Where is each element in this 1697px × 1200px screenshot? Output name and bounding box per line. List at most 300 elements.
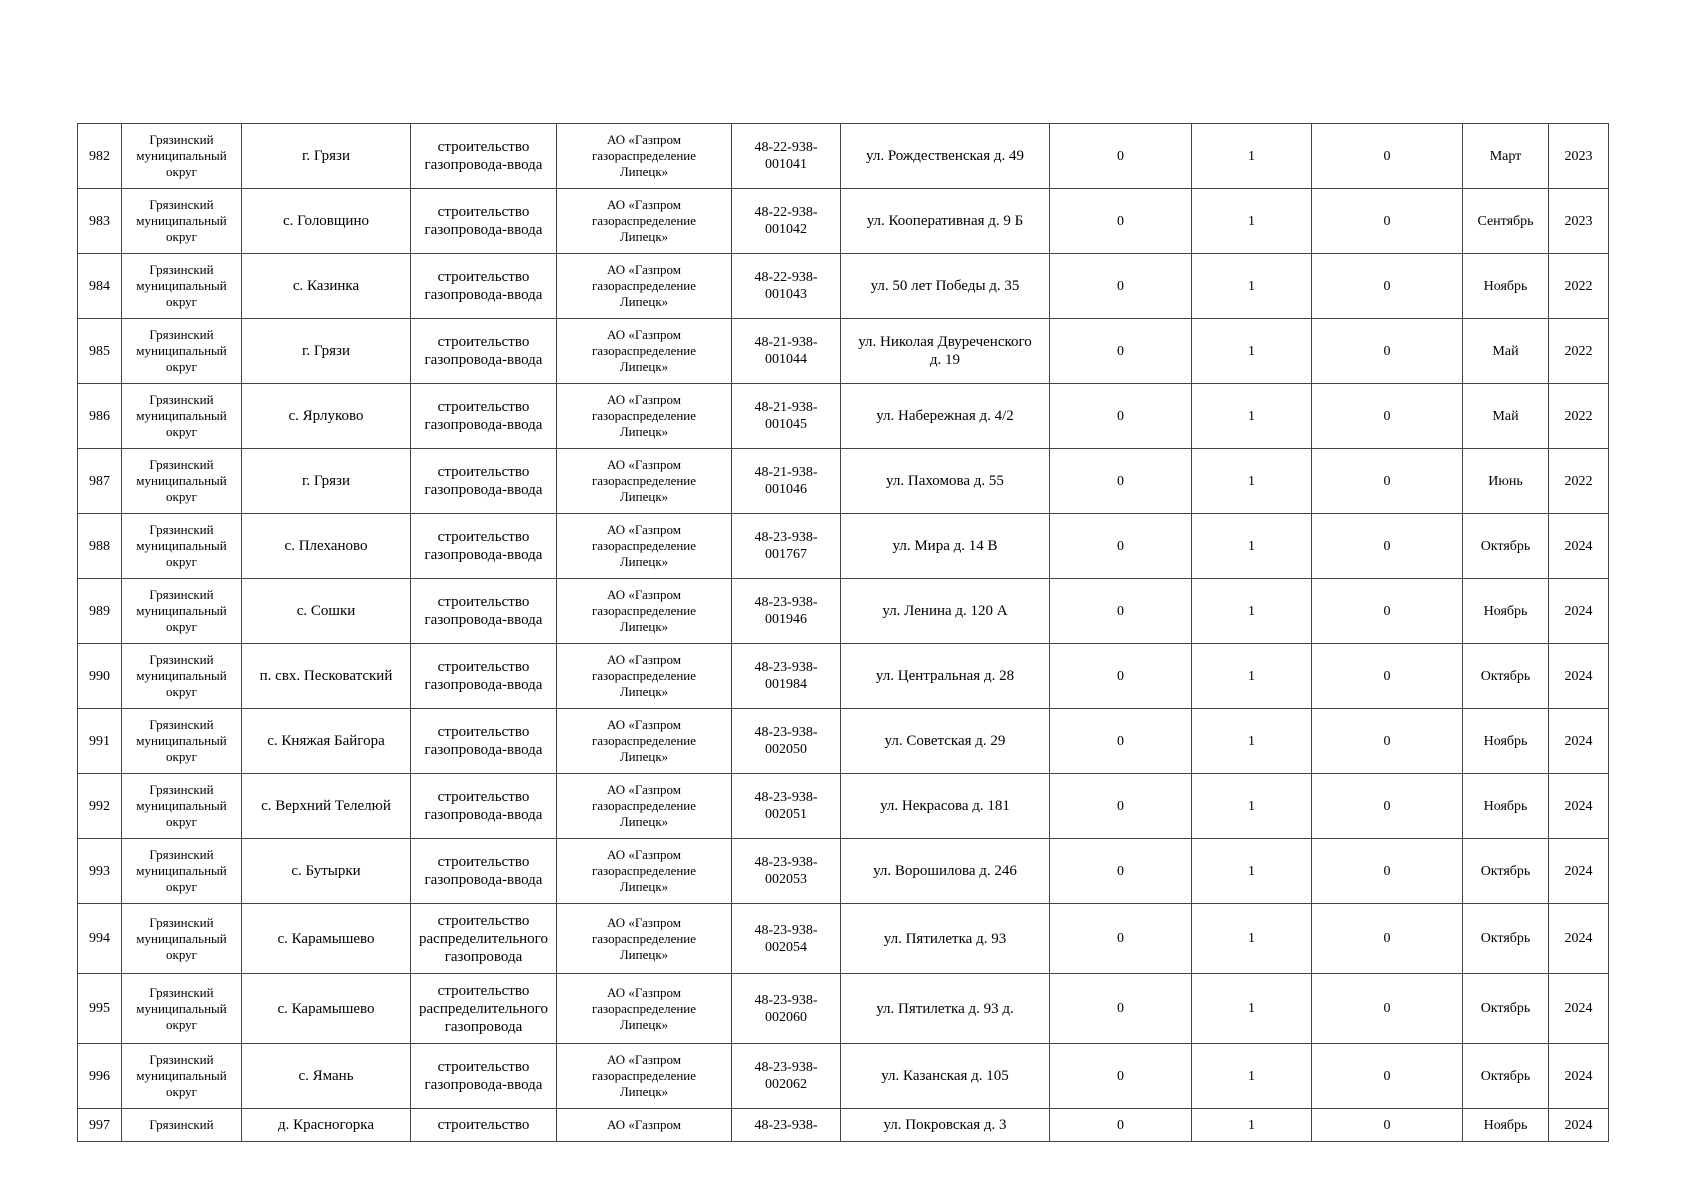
organization-line: Липецк» (619, 489, 669, 504)
work-type-line: распределительного (419, 1000, 548, 1017)
address-line: ул. Рождественская д. 49 (866, 148, 1024, 164)
table-row (78, 644, 1609, 709)
organization-line: газораспределение (591, 473, 697, 488)
work-type-cell (411, 774, 557, 839)
count-col-1-cell: 0 (1050, 974, 1192, 1044)
district-line: Грязинский (149, 587, 214, 602)
year-cell: 2024 (1549, 904, 1609, 974)
organization-line: газораспределение (591, 408, 697, 423)
address-line: ул. Некрасова д. 181 (880, 798, 1010, 814)
organization-line: Липецк» (619, 619, 669, 634)
organization-cell (557, 449, 732, 514)
object-code-line: 48-23-938- (754, 530, 818, 545)
count-col-1-cell: 0 (1050, 384, 1192, 449)
year-cell: 2024 (1549, 579, 1609, 644)
district-line: округ (166, 814, 197, 829)
count-col-2-cell: 1 (1192, 709, 1312, 774)
organization-line: Липецк» (619, 749, 669, 764)
object-code-cell (732, 579, 841, 644)
address-line: ул. Советская д. 29 (884, 733, 1006, 749)
organization-line: АО «Газпром (607, 197, 681, 212)
address-line: ул. Кооперативная д. 9 Б (866, 213, 1024, 229)
object-code-line: 001046 (765, 482, 807, 497)
settlement-cell: с. Карамышево (242, 974, 411, 1044)
work-type-cell (411, 319, 557, 384)
work-type-cell (411, 124, 557, 189)
count-col-1-cell: 0 (1050, 774, 1192, 839)
year-cell: 2024 (1549, 774, 1609, 839)
work-type-line: газопровода-ввода (424, 287, 543, 303)
work-type-cell (411, 1109, 557, 1142)
organization-line: газораспределение (591, 278, 697, 293)
organization-line: Липецк» (619, 946, 669, 962)
count-col-2-cell: 1 (1192, 384, 1312, 449)
count-col-1-cell: 0 (1050, 1044, 1192, 1109)
organization-cell (557, 644, 732, 709)
work-type-line: строительство (437, 334, 530, 350)
object-code-line: 48-21-938- (754, 400, 818, 415)
work-type-line: газопровода-ввода (424, 677, 543, 693)
settlement-cell: с. Карамышево (242, 904, 411, 974)
district-line: Грязинский (149, 327, 214, 342)
work-type-cell (411, 254, 557, 319)
month-cell: Ноябрь (1463, 1109, 1549, 1142)
district-line: Грязинский (149, 914, 214, 930)
district-line: округ (166, 619, 197, 634)
count-col-1-cell: 0 (1050, 904, 1192, 974)
object-code-line: 48-23-938- (754, 595, 818, 610)
address-cell (841, 709, 1050, 774)
count-col-2-cell: 1 (1192, 1109, 1312, 1142)
address-cell (841, 449, 1050, 514)
object-code-line: 48-21-938- (754, 335, 818, 350)
object-code-cell (732, 254, 841, 319)
organization-line: газораспределение (591, 1000, 697, 1016)
work-type-cell (411, 839, 557, 904)
count-col-3-cell: 0 (1312, 644, 1463, 709)
organization-line: АО «Газпром (607, 457, 681, 472)
organization-line: Липецк» (619, 1016, 669, 1032)
district-cell (122, 514, 242, 579)
row-number-cell: 994 (78, 904, 122, 974)
organization-cell (557, 319, 732, 384)
count-col-3-cell: 0 (1312, 839, 1463, 904)
month-cell: Июнь (1463, 449, 1549, 514)
organization-line: АО «Газпром (607, 847, 681, 862)
settlement-cell: с. Княжая Байгора (242, 709, 411, 774)
district-line: округ (166, 749, 197, 764)
count-col-2-cell: 1 (1192, 839, 1312, 904)
district-line: округ (166, 1016, 197, 1032)
object-code-line: 001043 (765, 287, 807, 302)
month-cell: Октябрь (1463, 904, 1549, 974)
row-number-cell: 990 (78, 644, 122, 709)
work-type-line: строительство (437, 1059, 530, 1075)
year-cell: 2023 (1549, 124, 1609, 189)
object-code-line: 001946 (765, 612, 807, 627)
work-type-line: строительство (437, 912, 530, 929)
organization-line: Липецк» (619, 424, 669, 439)
address-cell (841, 904, 1050, 974)
object-code-line: 002062 (765, 1077, 807, 1092)
address-line: ул. Мира д. 14 В (892, 538, 998, 554)
address-cell (841, 644, 1050, 709)
count-col-3-cell: 0 (1312, 124, 1463, 189)
work-type-line: строительство (437, 399, 530, 415)
organization-line: газораспределение (591, 1068, 697, 1083)
district-cell (122, 644, 242, 709)
count-col-1-cell: 0 (1050, 189, 1192, 254)
address-line: ул. Центральная д. 28 (875, 668, 1015, 684)
district-line: округ (166, 164, 197, 179)
organization-cell (557, 579, 732, 644)
work-type-line: строительство (437, 789, 530, 805)
object-code-line: 48-21-938- (754, 465, 818, 480)
year-cell: 2022 (1549, 319, 1609, 384)
district-line: муниципальный (136, 473, 227, 488)
object-code-line: 48-22-938- (754, 140, 818, 155)
month-cell: Октябрь (1463, 839, 1549, 904)
row-number-cell: 982 (78, 124, 122, 189)
work-type-line: газопровода-ввода (424, 222, 543, 238)
year-cell: 2024 (1549, 1109, 1609, 1142)
district-line: муниципальный (136, 930, 227, 946)
month-cell: Ноябрь (1463, 709, 1549, 774)
work-type-cell (411, 384, 557, 449)
object-code-line: 002051 (765, 807, 807, 822)
count-col-3-cell: 0 (1312, 774, 1463, 839)
organization-line: АО «Газпром (607, 327, 681, 342)
district-line: округ (166, 489, 197, 504)
address-cell (841, 1044, 1050, 1109)
settlement-cell: п. свх. Песковатский (242, 644, 411, 709)
count-col-2-cell: 1 (1192, 579, 1312, 644)
organization-line: АО «Газпром (607, 392, 681, 407)
count-col-1-cell: 0 (1050, 709, 1192, 774)
table-row (78, 189, 1609, 254)
work-type-line: газопровода-ввода (424, 612, 543, 628)
organization-cell (557, 189, 732, 254)
year-cell: 2024 (1549, 644, 1609, 709)
object-code-line: 001045 (765, 417, 807, 432)
district-cell (122, 1044, 242, 1109)
organization-cell (557, 254, 732, 319)
count-col-1-cell: 0 (1050, 124, 1192, 189)
organization-line: Липецк» (619, 359, 669, 374)
year-cell: 2022 (1549, 384, 1609, 449)
work-type-cell (411, 709, 557, 774)
object-code-line: 001767 (765, 547, 807, 562)
work-type-line: строительство (437, 982, 530, 999)
work-type-line: газопровода-ввода (424, 1077, 543, 1093)
table-row (78, 839, 1609, 904)
month-cell: Май (1463, 384, 1549, 449)
count-col-3-cell: 0 (1312, 319, 1463, 384)
work-type-line: строительство (437, 659, 530, 675)
district-line: округ (166, 294, 197, 309)
year-cell: 2024 (1549, 1044, 1609, 1109)
settlement-cell: г. Грязи (242, 449, 411, 514)
address-cell (841, 774, 1050, 839)
object-code-cell (732, 839, 841, 904)
address-line: ул. Пятилетка д. 93 (883, 930, 1007, 947)
object-code-line: 48-22-938- (754, 270, 818, 285)
district-line: Грязинский (149, 1117, 214, 1132)
organization-line: АО «Газпром (607, 1117, 681, 1132)
district-cell (122, 579, 242, 644)
count-col-1-cell: 0 (1050, 579, 1192, 644)
district-line: округ (166, 554, 197, 569)
district-line: муниципальный (136, 1000, 227, 1016)
count-col-2-cell: 1 (1192, 514, 1312, 579)
work-type-line: строительство (437, 464, 530, 480)
count-col-1-cell: 0 (1050, 1109, 1192, 1142)
year-cell: 2024 (1549, 839, 1609, 904)
work-type-cell (411, 1044, 557, 1109)
work-type-line: газопровода-ввода (424, 872, 543, 888)
district-line: муниципальный (136, 538, 227, 553)
work-type-line: строительство (437, 854, 530, 870)
settlement-cell: с. Сошки (242, 579, 411, 644)
count-col-2-cell: 1 (1192, 974, 1312, 1044)
year-cell: 2022 (1549, 449, 1609, 514)
table-body (78, 124, 1609, 1142)
count-col-2-cell: 1 (1192, 644, 1312, 709)
count-col-3-cell: 0 (1312, 254, 1463, 319)
work-type-line: строительство (437, 1117, 530, 1133)
district-cell (122, 904, 242, 974)
work-type-line: газопровода-ввода (424, 352, 543, 368)
district-cell (122, 839, 242, 904)
row-number-cell: 991 (78, 709, 122, 774)
object-code-cell (732, 124, 841, 189)
district-line: Грязинский (149, 984, 214, 1000)
organization-line: АО «Газпром (607, 652, 681, 667)
count-col-2-cell: 1 (1192, 189, 1312, 254)
organization-cell (557, 384, 732, 449)
organization-cell (557, 839, 732, 904)
district-cell (122, 124, 242, 189)
object-code-line: 002054 (765, 939, 807, 955)
count-col-1-cell: 0 (1050, 449, 1192, 514)
district-line: муниципальный (136, 278, 227, 293)
count-col-2-cell: 1 (1192, 774, 1312, 839)
row-number-cell: 985 (78, 319, 122, 384)
month-cell: Ноябрь (1463, 579, 1549, 644)
settlement-cell: г. Грязи (242, 124, 411, 189)
object-code-cell (732, 1109, 841, 1142)
work-type-cell (411, 974, 557, 1044)
object-code-cell (732, 774, 841, 839)
work-type-line: газопровода-ввода (424, 742, 543, 758)
district-line: округ (166, 684, 197, 699)
settlement-cell: с. Верхний Телелюй (242, 774, 411, 839)
address-cell (841, 974, 1050, 1044)
table-row (78, 1109, 1609, 1142)
table-row (78, 319, 1609, 384)
count-col-3-cell: 0 (1312, 449, 1463, 514)
work-type-line: строительство (437, 724, 530, 740)
count-col-3-cell: 0 (1312, 709, 1463, 774)
count-col-3-cell: 0 (1312, 579, 1463, 644)
organization-line: Липецк» (619, 229, 669, 244)
organization-line: газораспределение (591, 733, 697, 748)
row-number-cell: 983 (78, 189, 122, 254)
organization-line: газораспределение (591, 863, 697, 878)
month-cell: Октябрь (1463, 974, 1549, 1044)
organization-line: Липецк» (619, 1084, 669, 1099)
address-line: ул. 50 лет Победы д. 35 (870, 278, 1020, 294)
organization-line: АО «Газпром (607, 717, 681, 732)
count-col-2-cell: 1 (1192, 124, 1312, 189)
object-code-cell (732, 319, 841, 384)
address-line: ул. Пятилетка д. 93 д. (876, 1000, 1014, 1017)
work-type-line: газопровода (444, 1018, 523, 1035)
organization-line: газораспределение (591, 603, 697, 618)
district-line: муниципальный (136, 863, 227, 878)
district-line: Грязинский (149, 457, 214, 472)
object-code-line: 48-22-938- (754, 205, 818, 220)
count-col-3-cell: 0 (1312, 189, 1463, 254)
month-cell: Ноябрь (1463, 774, 1549, 839)
object-code-line: 48-23-938- (754, 922, 818, 938)
district-line: муниципальный (136, 733, 227, 748)
row-number-cell: 989 (78, 579, 122, 644)
table-row (78, 514, 1609, 579)
table-row (78, 384, 1609, 449)
organization-line: Липецк» (619, 879, 669, 894)
table-row (78, 124, 1609, 189)
work-type-line: газопровода-ввода (424, 547, 543, 563)
organization-line: газораспределение (591, 930, 697, 946)
table-row (78, 709, 1609, 774)
district-cell (122, 974, 242, 1044)
district-line: муниципальный (136, 1068, 227, 1083)
district-line: Грязинский (149, 652, 214, 667)
work-type-line: газопровода-ввода (424, 417, 543, 433)
district-line: муниципальный (136, 408, 227, 423)
table-row (78, 1044, 1609, 1109)
district-line: муниципальный (136, 668, 227, 683)
work-type-line: строительство (437, 529, 530, 545)
object-code-cell (732, 709, 841, 774)
address-line: ул. Пахомова д. 55 (886, 473, 1004, 489)
organization-cell (557, 124, 732, 189)
organization-line: АО «Газпром (607, 522, 681, 537)
address-cell (841, 189, 1050, 254)
row-number-cell: 984 (78, 254, 122, 319)
month-cell: Сентябрь (1463, 189, 1549, 254)
object-code-line: 48-23-938- (754, 660, 818, 675)
district-cell (122, 319, 242, 384)
district-line: Грязинский (149, 1052, 214, 1067)
object-code-line: 001044 (765, 352, 807, 367)
district-line: муниципальный (136, 343, 227, 358)
organization-cell (557, 1044, 732, 1109)
work-type-cell (411, 579, 557, 644)
object-code-line: 002060 (765, 1009, 807, 1025)
work-type-cell (411, 904, 557, 974)
work-type-line: строительство (437, 594, 530, 610)
object-code-cell (732, 384, 841, 449)
table-row (78, 904, 1609, 974)
count-col-2-cell: 1 (1192, 449, 1312, 514)
work-type-line: распределительного (419, 930, 548, 947)
year-cell: 2024 (1549, 974, 1609, 1044)
district-line: Грязинский (149, 782, 214, 797)
object-code-line: 002050 (765, 742, 807, 757)
address-line: ул. Николая Двуреченского (858, 334, 1032, 350)
organization-cell (557, 774, 732, 839)
object-code-cell (732, 189, 841, 254)
count-col-3-cell: 0 (1312, 514, 1463, 579)
address-cell (841, 514, 1050, 579)
address-cell (841, 254, 1050, 319)
work-type-line: газопровода-ввода (424, 807, 543, 823)
organization-line: АО «Газпром (607, 914, 681, 930)
work-type-line: газопровода (444, 948, 523, 965)
organization-line: газораспределение (591, 148, 697, 163)
district-line: округ (166, 879, 197, 894)
object-code-line: 48-23-938- (754, 1060, 818, 1075)
address-line: ул. Ворошилова д. 246 (873, 863, 1017, 879)
work-type-cell (411, 449, 557, 514)
district-line: Грязинский (149, 717, 214, 732)
district-line: округ (166, 946, 197, 962)
settlement-cell: с. Ярлуково (242, 384, 411, 449)
organization-cell (557, 904, 732, 974)
table-row (78, 774, 1609, 839)
settlement-cell: с. Ямань (242, 1044, 411, 1109)
table-row (78, 254, 1609, 319)
work-type-cell (411, 189, 557, 254)
object-code-cell (732, 514, 841, 579)
count-col-1-cell: 0 (1050, 254, 1192, 319)
work-type-line: строительство (437, 269, 530, 285)
object-code-line: 48-23-938- (754, 790, 818, 805)
district-line: муниципальный (136, 213, 227, 228)
settlement-cell: с. Плеханово (242, 514, 411, 579)
count-col-2-cell: 1 (1192, 254, 1312, 319)
object-code-cell (732, 974, 841, 1044)
object-code-line: 001984 (765, 677, 807, 692)
count-col-2-cell: 1 (1192, 904, 1312, 974)
organization-line: Липецк» (619, 164, 669, 179)
district-line: Грязинский (149, 262, 214, 277)
count-col-3-cell: 0 (1312, 1044, 1463, 1109)
district-line: Грязинский (149, 522, 214, 537)
row-number-cell: 986 (78, 384, 122, 449)
table-row (78, 579, 1609, 644)
district-line: округ (166, 424, 197, 439)
organization-line: газораспределение (591, 668, 697, 683)
organization-line: АО «Газпром (607, 262, 681, 277)
count-col-2-cell: 1 (1192, 319, 1312, 384)
count-col-2-cell: 1 (1192, 1044, 1312, 1109)
settlement-cell: г. Грязи (242, 319, 411, 384)
organization-line: АО «Газпром (607, 782, 681, 797)
organization-cell (557, 974, 732, 1044)
count-col-3-cell: 0 (1312, 1109, 1463, 1142)
object-code-cell (732, 904, 841, 974)
count-col-1-cell: 0 (1050, 514, 1192, 579)
district-line: округ (166, 359, 197, 374)
organization-line: Липецк» (619, 294, 669, 309)
organization-line: газораспределение (591, 213, 697, 228)
organization-line: газораспределение (591, 343, 697, 358)
month-cell: Март (1463, 124, 1549, 189)
organization-line: газораспределение (591, 538, 697, 553)
